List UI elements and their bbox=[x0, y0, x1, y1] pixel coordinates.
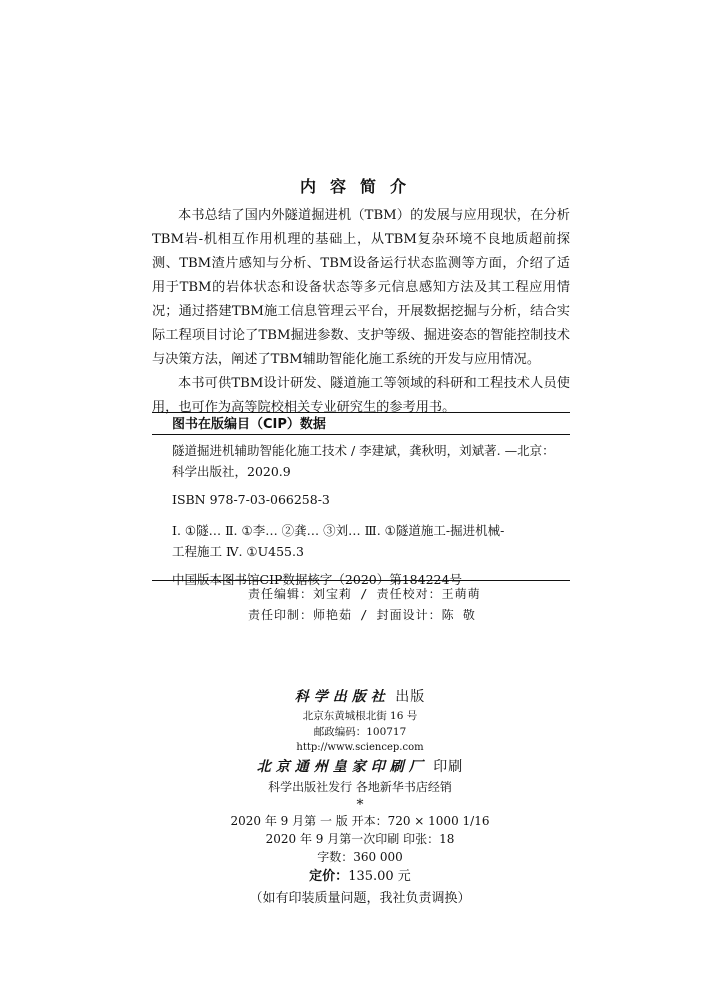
quality-notice: （如有印装质量问题，我社负责调换） bbox=[249, 891, 471, 906]
price-line bbox=[0, 866, 720, 888]
price-label: 定价： bbox=[309, 869, 349, 884]
summary-paragraph-2: 本书可供TBM设计研发、隧道施工等领域的科研和工程技术人员使用，也可作为高等院校相关专业研究生的参考用书。 bbox=[152, 376, 570, 415]
price-value: 135.00 元 bbox=[348, 869, 411, 884]
separator-star: * bbox=[356, 797, 364, 813]
editor-credits-line-1: 责任编辑：刘宝莉 / 责任校对：王萌萌 bbox=[248, 587, 481, 601]
publisher-postcode: 邮政编码：100717 bbox=[313, 726, 407, 738]
publisher-website: http://www.sciencep.com bbox=[296, 742, 424, 753]
cip-citation-line-2: 科学出版社，2020.9 bbox=[172, 464, 291, 479]
publisher-suffix: 出版 bbox=[389, 689, 426, 705]
cip-classification-line-1: Ⅰ. ①隧… Ⅱ. ①李… ②龚… ③刘… Ⅲ. ①隧道施工-掘进机械- bbox=[172, 523, 505, 538]
publication-info bbox=[0, 686, 720, 910]
cip-record bbox=[172, 440, 570, 590]
publisher-address: 北京东黄城根北街 16 号 bbox=[302, 710, 418, 722]
editor-credits bbox=[248, 584, 481, 626]
printer-suffix: 印刷 bbox=[427, 759, 464, 775]
word-count: 字数：360 000 bbox=[317, 850, 403, 864]
publisher-name: 科学出版社 bbox=[294, 689, 390, 705]
distribution-line: 科学出版社发行 各地新华书店经销 bbox=[268, 780, 452, 794]
printer-line bbox=[0, 756, 720, 778]
edition-line-1: 2020 年 9 月第 一 版 开本：720 × 1000 1/16 bbox=[230, 814, 490, 828]
cip-header: 图书在版编目（CIP）数据 bbox=[152, 412, 570, 435]
cip-citation-line-1: 隧道掘进机辅助智能化施工技术 / 李建斌，龚秋明，刘斌著. —北京： bbox=[172, 443, 555, 458]
page-title: 内容简介 bbox=[299, 177, 420, 196]
editor-credits-line-2: 责任印制：师艳茹 / 封面设计：陈 敬 bbox=[248, 608, 476, 622]
cip-number: 中国版本图书馆CIP数据核字（2020）第184224号 bbox=[172, 572, 462, 587]
edition-line-2: 2020 年 9 月第一次印刷 印张：18 bbox=[265, 832, 455, 846]
cip-bottom-rule bbox=[152, 580, 570, 581]
publisher-line bbox=[0, 686, 720, 708]
printer-name: 北京通州皇家印刷厂 bbox=[256, 759, 428, 775]
cip-isbn: ISBN 978-7-03-066258-3 bbox=[172, 492, 330, 507]
cip-classification-line-2: 工程施工 Ⅳ. ①U455.3 bbox=[172, 544, 304, 559]
book-summary bbox=[152, 204, 570, 420]
summary-paragraph-1: 本书总结了国内外隧道掘进机（TBM）的发展与应用现状，在分析TBM岩-机相互作用机理的基础上，从TBM复杂环境不良地质超前探测、TBM渣片感知与分析、TBM设备运行状态监测等方面，介绍了适用于TBM的岩体状态和设备状态等多元信息感知方法及其工程应用情况；通过搭建TBM施工信息管理云平台，开展数据挖掘与分析，结合实际工程项目讨论了TBM掘进参数、支护等级、掘进姿态的智能控制技术与决策方法，阐述了TBM辅助智能化施工系统的开发与应用情况。 bbox=[152, 208, 570, 367]
